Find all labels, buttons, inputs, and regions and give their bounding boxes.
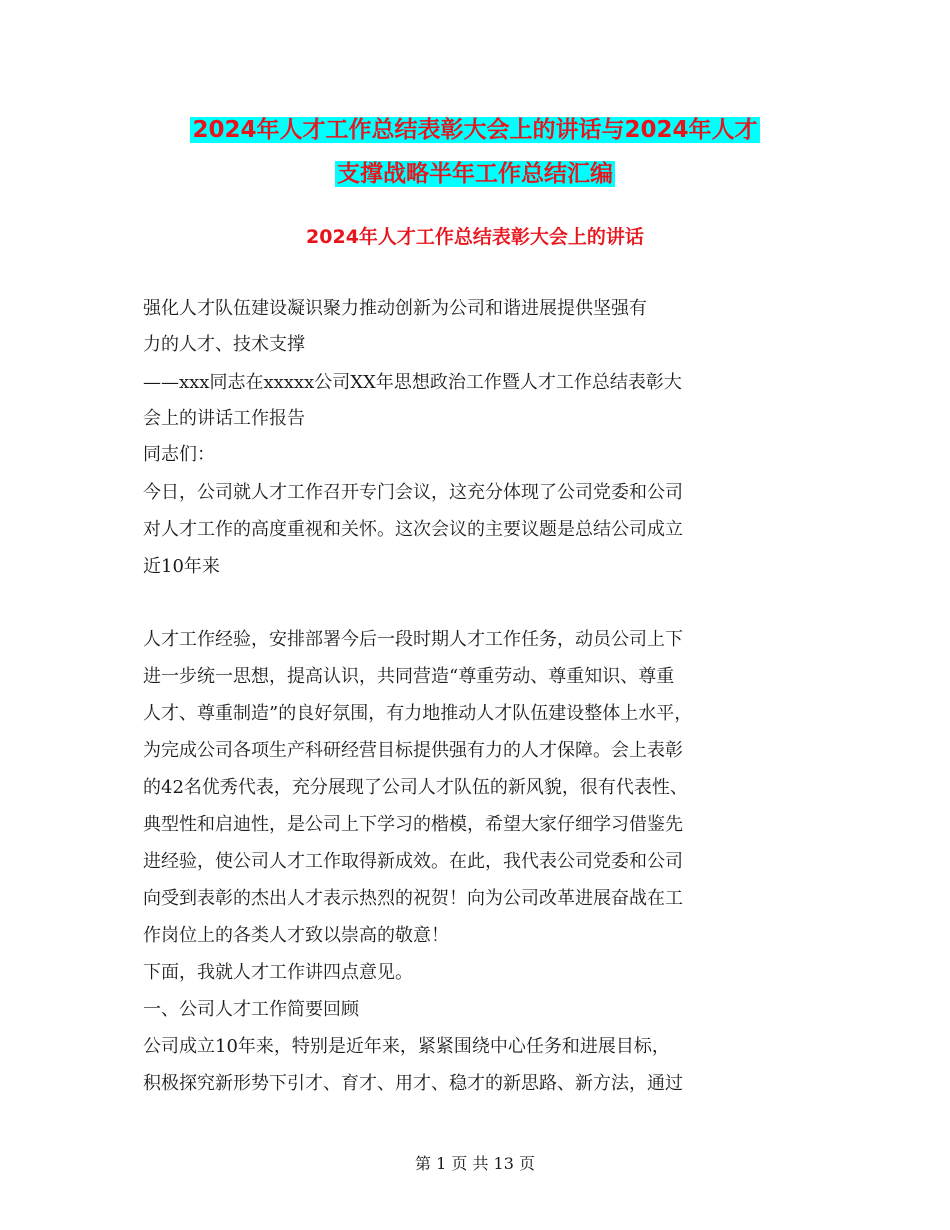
paragraph-line: 的42名优秀代表，充分展现了公司人才队伍的新风貌，很有代表性、 bbox=[143, 777, 688, 798]
paragraph-line: 向受到表彰的杰出人才表示热烈的祝贺！向为公司改革进展奋战在工 bbox=[143, 888, 683, 909]
paragraph-line: 力的人才、技术支撑 bbox=[143, 334, 305, 355]
paragraph-line: 今日，公司就人才工作召开专门会议，这充分体现了公司党委和公司 bbox=[143, 482, 683, 503]
paragraph-line: 会上的讲话工作报告 bbox=[143, 408, 305, 429]
paragraph-line: 一、公司人才工作简要回顾 bbox=[143, 999, 359, 1020]
paragraph-line: 进经验，使公司人才工作取得新成效。在此，我代表公司党委和公司 bbox=[143, 851, 683, 872]
paragraph-line: 下面，我就人才工作讲四点意见。 bbox=[143, 962, 413, 983]
paragraph-line: 人才工作经验，安排部署今后一段时期人才工作任务，动员公司上下 bbox=[143, 629, 683, 650]
paragraph-line: 积极探究新形势下引才、育才、用才、稳才的新思路、新方法，通过 bbox=[143, 1073, 683, 1094]
paragraph-line: 为完成公司各项生产科研经营目标提供强有力的人才保障。会上表彰 bbox=[143, 740, 683, 761]
paragraph-line: ——xxx同志在xxxxx公司XX年思想政治工作暨人才工作总结表彰大 bbox=[143, 372, 682, 393]
document-title-line-2: 支撑战略半年工作总结汇编 bbox=[337, 161, 613, 187]
paragraph-line: 作岗位上的各类人才致以崇高的敬意！ bbox=[143, 925, 449, 946]
paragraph-line: 进一步统一思想，提高认识，共同营造“尊重劳动、尊重知识、尊重 bbox=[143, 666, 675, 687]
paragraph-line: 人才、尊重制造”的良好氛围，有力地推动人才队伍建设整体上水平， bbox=[143, 703, 693, 724]
section-title: 2024年人才工作总结表彰大会上的讲话 bbox=[306, 226, 644, 248]
paragraph-line: 强化人才队伍建设凝识聚力推动创新为公司和谐进展提供坚强有 bbox=[143, 298, 647, 319]
paragraph-line: 对人才工作的高度重视和关怀。这次会议的主要议题是总结公司成立 bbox=[143, 519, 683, 540]
paragraph-line: 公司成立10年来，特别是近年来，紧紧围绕中心任务和进展目标， bbox=[143, 1036, 670, 1057]
document-title-line-1: 2024年人才工作总结表彰大会上的讲话与2024年人才 bbox=[192, 117, 758, 143]
paragraph-line: 典型性和启迪性，是公司上下学习的楷模，希望大家仔细学习借鉴先 bbox=[143, 814, 683, 835]
paragraph-line: 同志们： bbox=[143, 444, 215, 465]
paragraph-line: 近10年来 bbox=[143, 556, 220, 577]
page-footer: 第 1 页 共 13 页 bbox=[415, 1154, 535, 1173]
